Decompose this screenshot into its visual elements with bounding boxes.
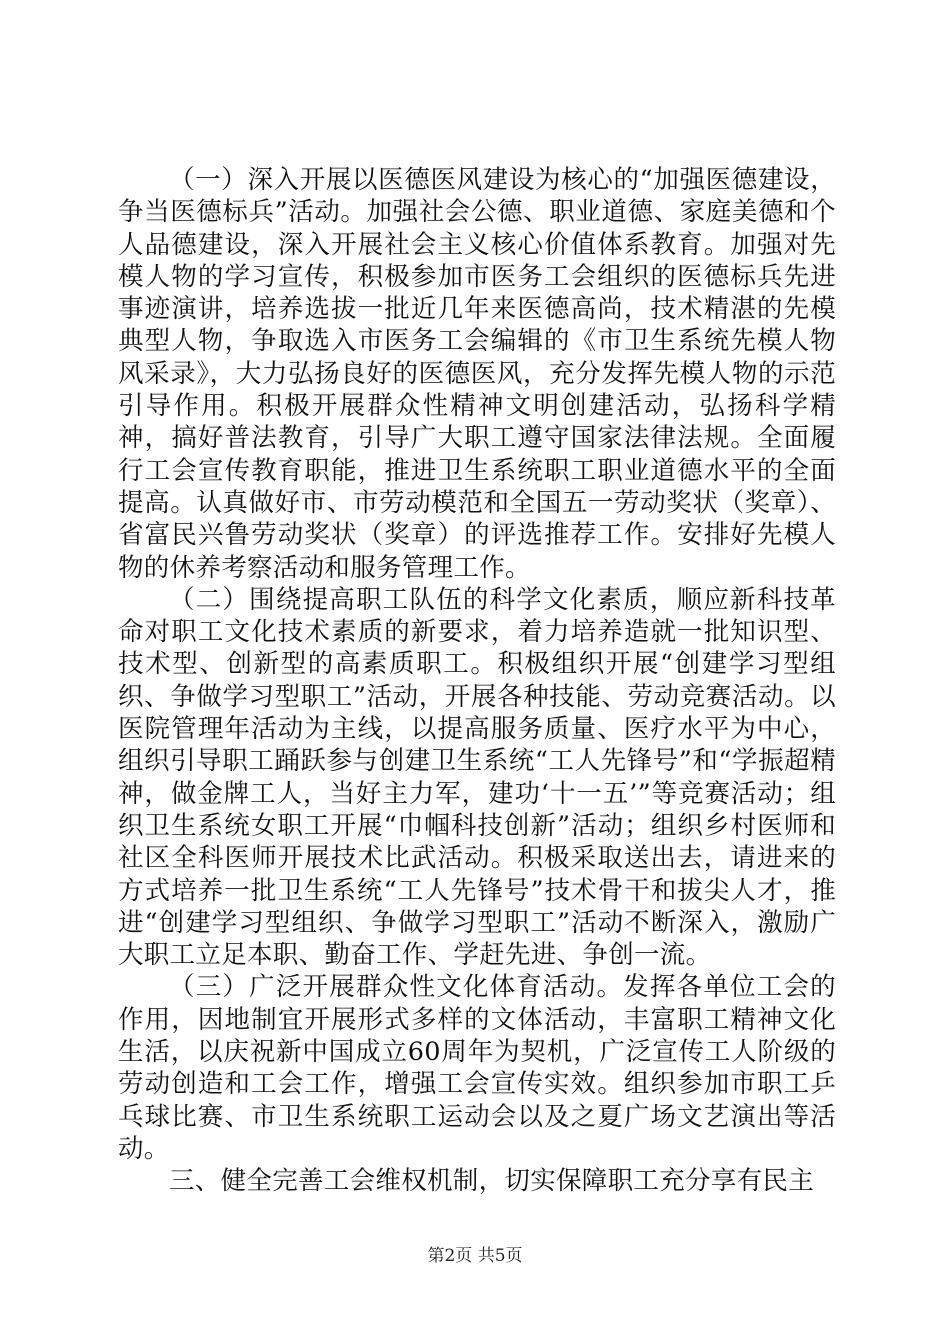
paragraph-3: （三）广泛开展群众性文化体育活动。发挥各单位工会的作用，因地制宜开展形式多样的文体活动，丰富职工精神文化生活，以庆祝新中国成立60周年为契机，广泛宣传工人阶级的劳动创造和工会工作，增强工会宣传实效。组织参加市职工乒乓球比赛、市卫生系统职工运动会以及之夏广场文艺演出等活动。 (118, 972, 836, 1164)
page-number-footer: 第2页 共5页 (427, 1246, 523, 1266)
document-body (118, 164, 836, 1198)
paragraph-4: 三、健全完善工会维权机制，切实保障职工充分享有民主 (169, 1166, 815, 1197)
paragraph-1: （一）深入开展以医德医风建设为核心的“加强医德建设，争当医德标兵”活动。加强社会公德、职业道德、家庭美德和个人品德建设，深入开展社会主义核心价值体系教育。加强对先模人物的学习宣传，积极参加市医务工会组织的医德标兵先进事迹演讲，培养选拔一批近几年来医德高尚，技术精湛的先模典型人物，争取选入市医务工会编辑的《市卫生系统先模人物风采录》，大力弘扬良好的医德医风，充分发挥先模人物的示范引导作用。积极开展群众性精神文明创建活动，弘扬科学精神，搞好普法教育，引导广大职工遵守国家法律法规。全面履行工会宣传教育职能，推进卫生系统职工职业道德水平的全面提高。认真做好市、市劳动模范和全国五一劳动奖状（奖章）、省富民兴鲁劳动奖状（奖章）的评选推荐工作。安排好先模人物的休养考察活动和服务管理工作。 (118, 165, 836, 583)
paragraph-2: （二）围绕提高职工队伍的科学文化素质，顺应新科技革命对职工文化技术素质的新要求，着力培养造就一批知识型、技术型、创新型的高素质职工。积极组织开展“创建学习型组织、争做学习型职工”活动，开展各种技能、劳动竞赛活动。以医院管理年活动为主线，以提高服务质量、医疗水平为中心，组织引导职工踊跃参与创建卫生系统“工人先锋号”和“学振超精神，做金牌工人，当好主力军，建功‘十一五’”等竞赛活动；组织卫生系统女职工开展“巾帼科技创新”活动；组织乡村医师和社区全科医师开展技术比武活动。积极采取送出去，请进来的方式培养一批卫生系统“工人先锋号”技术骨干和拔尖人才，推进“创建学习型组织、争做学习型职工”活动不断深入，激励广大职工立足本职、勤奋工作、学赶先进、争创一流。 (118, 584, 836, 971)
